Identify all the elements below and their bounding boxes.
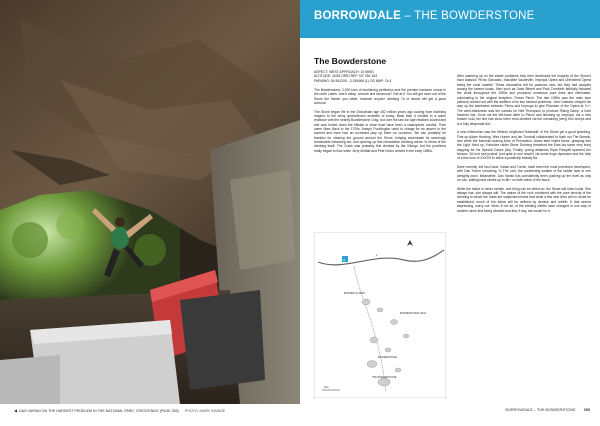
section-title: The Bowderstone [314, 56, 387, 66]
map-label: BOWDERSTONE CRAG [400, 312, 427, 315]
banner-crag: THE BOWDERSTONE [414, 10, 535, 22]
stats-line-1: ASPECT: WEST APPROACH: 10 MINS [314, 70, 374, 74]
map-label: 1- [376, 254, 379, 257]
banner-title [314, 10, 535, 22]
caption-text: DAN VARIAN ON THE HARDEST PROBLEM IN THE NATIONAL PARK: CRESCENDO (PAGE 365) [19, 409, 179, 413]
climbing-photo [0, 0, 300, 404]
stats-line-2: ALTITUDE: 110M GRID REF: NY 254 164 [314, 74, 378, 79]
page-footer [454, 408, 590, 412]
approach-map [314, 232, 446, 398]
page-number: 359 [583, 408, 590, 412]
paragraph: After warming up on the easier problems they then developed the majority of the Stone's hard classics: Picnic Sarcastic, Inaudible Vaudeville, Impropa Opera and Unfinished Opera being the most notable. These visionaries left for pastures new, but they had acolytes among the keener locals. Men such as Dave Birkett and Paul Cornforth faithfully followed the chalk throughout the 1990s and produced numerous pure lines and eliminates, culminating in the original testpiece, Power Pinch. The late 1990s saw the main face (almost) worked out with the addition of its two hardest problems. John Gaskins crimped his way up the blankness between Picnic and Impropa to give Phantom of the Opera at 7c+. The semi-blankness was the canvas for Neil Thompson to produce Rising Damp, a hard traverse link. Done via the left-hand sitter to Picnic and finishing up Impropa, via a new broken hold, the line has since been retro-climbed via the remaining (very) thin crimps and is a fully desperate 8a+. [457, 74, 591, 126]
crag-stats [314, 70, 446, 83]
paragraph: While the future is never certain, one thing can be relied on: the Stone will shed holds. She always has, she always will. The nature of the rock combined with the pure ferocity of the climbing to which the holds are subjected means that while a few new lines will no doubt be established, much of the future will be defined by demise and rebirth. If that seems depressing, worry not. Most, if not all, of the existing climbs have changed in one way or another since first being climbed and few, if any, are worse for it. [457, 186, 591, 213]
photo-credit: PHOTO: MARK SAVAGE [184, 409, 226, 413]
text-page [300, 0, 600, 426]
banner-separator: – [400, 10, 415, 22]
paragraph: A new millennium saw the hitherto neglected 'backside' of the Stone get a good spanking. First up Adam Hocking, Wes Hunter and Ian Turnbull collaborated to flush out The Bowels, and climb the futuristic-looking Ears of Perception. Adam later linked these, grasping into the Light. Next up, Yorkshire raider Steve Dunning breached the Ears via some very burly slapping for his Special Cases (8a). Finally, young albatross Ryan Pasquill spanned the famous '16-foot roof project' (not quite in one reach!) via some huge dynamics and the help of a few tons of XXXXX to leave a positively beastly 8a. [457, 130, 591, 161]
paragraph: The Bowderstone: 2,000 tons of bouldering perfection and the premier hardcore venue in the north Lakes. Like it steep, smooth and sensuous? Get at it. You will get more out of the Stone the harder you climb, however anyone climbing 7a or above will get a good workout. [314, 88, 446, 106]
map-label: THE BOWDERSTONE [372, 376, 397, 379]
text-column-left [314, 88, 446, 157]
text-column-right [457, 74, 591, 217]
map-label: BOWDERSTONE [378, 356, 397, 359]
paragraph: The Stone began life in the Ordovician age 452 million years ago cooling from bubbling magma to the shiny green/brown andesite of today. Back then it nestled in a warm embrace with the nearby Bowderstone Crag, but over the last Ice Age relations cooled and she was hurled down the hillside in what must have been a cataclysmic rockfall. Then came Marc Back in the 1700s Joseph Pocklington used to charge for an ascent to the summit and even had an orchestra play up there on occasion. We can probably be thankful for clearing the ground around the Stone, helping accentuate its seemingly remarkable balancing act, and opening up this remarkable climbing arena. In terms of the climbing itself, The Crack was probably first climbed by the Vikings, but the problems really began to flow when Jerry Moffatt and Pete Kirton arrived in the early 1980s. [314, 109, 446, 153]
climbing-photo-illustration [0, 0, 300, 404]
caption-arrow-icon: ◀ [14, 408, 18, 413]
map-parking-label: P [343, 259, 346, 262]
stats-line-3: PARKING: 54.541199, -3.155468 (1) OS MAP: OL4 [314, 78, 392, 83]
chapter-banner [300, 0, 600, 38]
map-label: BOWDER QUARRY [344, 292, 366, 295]
banner-area: BORROWDALE [314, 10, 401, 22]
map-scale-label: 10m [324, 386, 329, 389]
paragraph: More recently, the two Dans, Varian and Turner, have been the most prominent developers, with Dan Turner unlocking, In The Link, the unrelenting swathe of the ladder face in one almighty push. Meanwhile, Dan Varian has consistently been pushing up the level as only he can, adding hard climbs up to 8b+ on both sides of the block. [457, 165, 591, 183]
running-head: BORROWDALE – THE BOWDERSTONE [505, 408, 576, 412]
photo-caption [14, 408, 294, 414]
